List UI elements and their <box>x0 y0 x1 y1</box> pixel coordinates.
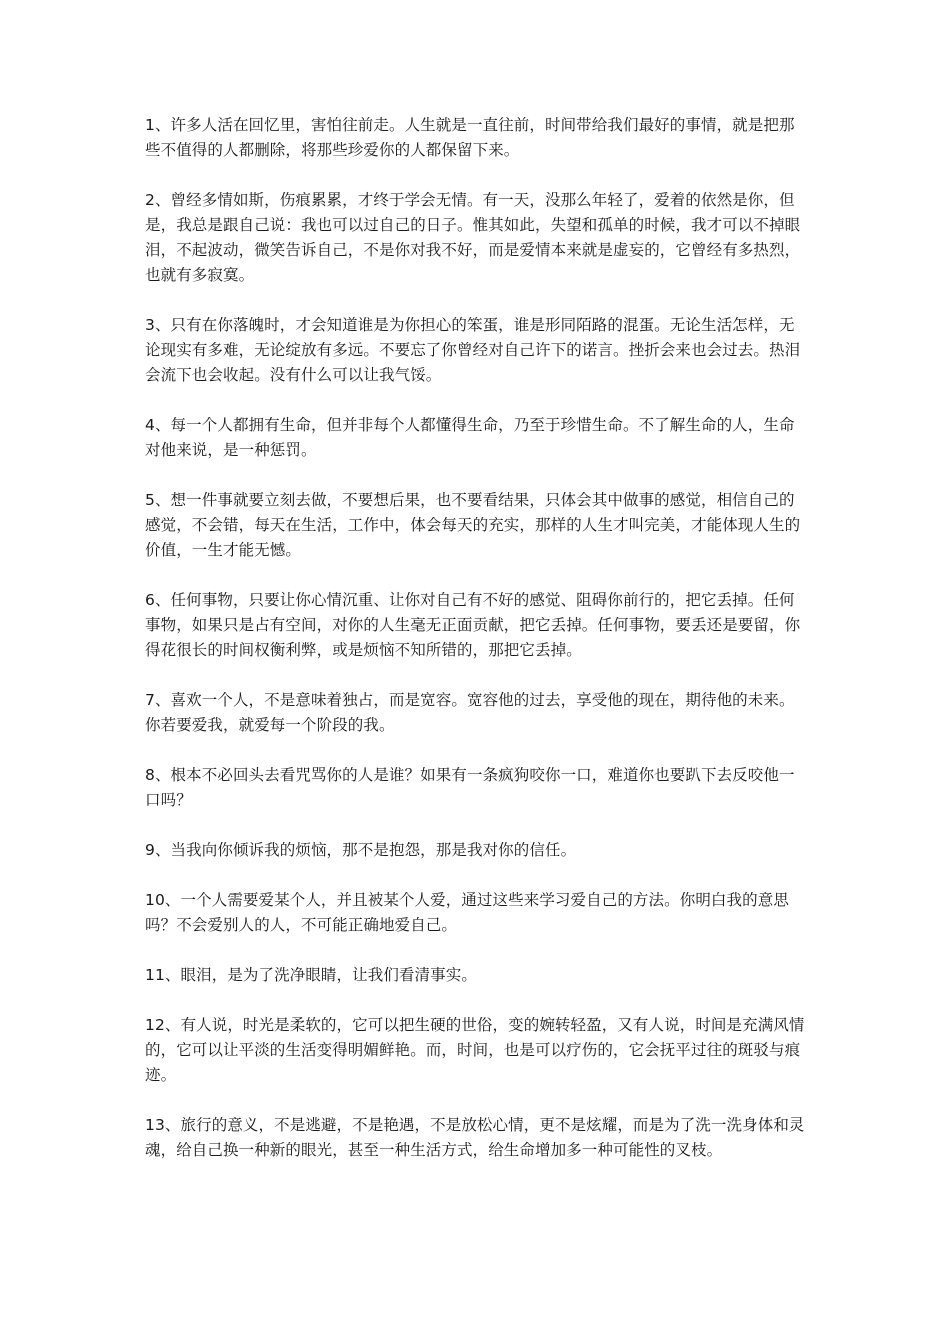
paragraph-3: 3、只有在你落魄时，才会知道谁是为你担心的笨蛋，谁是形同陌路的混蛋。无论生活怎样，无论现实有多难，无论绽放有多远。不要忘了你曾经对自己许下的诺言。挫折会来也会过去。热泪会流下也会收起。没有什么可以让我气馁。 <box>145 316 801 384</box>
paragraph-5: 5、想一件事就要立刻去做，不要想后果，也不要看结果，只体会其中做事的感觉，相信自己的感觉，不会错，每天在生活，工作中，体会每天的充实，那样的人生才叫完美，才能体现人生的价值，一生才能无憾。 <box>145 491 801 559</box>
paragraph-11: 11、眼泪，是为了洗净眼睛，让我们看清事实。 <box>145 966 477 984</box>
paragraph-2: 2、曾经多情如斯，伤痕累累，才终于学会无情。有一天，没那么年轻了，爱着的依然是你，但是，我总是跟自己说：我也可以过自己的日子。惟其如此，失望和孤单的时候，我才可以不掉眼泪，不起波动，微笑告诉自己，不是你对我不好，而是爱情本来就是虚妄的，它曾经有多热烈，也就有多寂寞。 <box>145 191 801 284</box>
paragraph-9: 9、当我向你倾诉我的烦恼，那不是抱怨，那是我对你的信任。 <box>145 841 577 859</box>
paragraph-4: 4、每一个人都拥有生命，但并非每个人都懂得生命，乃至于珍惜生命。不了解生命的人，生命对他来说，是一种惩罚。 <box>145 416 795 459</box>
paragraph-8: 8、根本不必回头去看咒骂你的人是谁？如果有一条疯狗咬你一口，难道你也要趴下去反咬他一口吗？ <box>145 766 795 809</box>
paragraph-1: 1、许多人活在回忆里，害怕往前走。人生就是一直往前，时间带给我们最好的事情，就是把那些不值得的人都删除，将那些珍爱你的人都保留下来。 <box>145 116 795 159</box>
paragraph-10: 10、一个人需要爱某个人，并且被某个人爱，通过这些来学习爱自己的方法。你明白我的意思吗？不会爱别人的人，不可能正确地爱自己。 <box>145 891 789 934</box>
paragraph-12: 12、有人说，时光是柔软的，它可以把生硬的世俗，变的婉转轻盈，又有人说，时间是充满风情的，它可以让平淡的生活变得明媚鲜艳。而，时间，也是可以疗伤的，它会抚平过往的斑驳与痕迹。 <box>145 1016 805 1084</box>
paragraph-13: 13、旅行的意义，不是逃避，不是艳遇，不是放松心情，更不是炫耀，而是为了洗一洗身体和灵魂，给自己换一种新的眼光，甚至一种生活方式，给生命增加多一种可能性的叉枝。 <box>145 1116 805 1159</box>
document-body <box>145 113 810 1188</box>
paragraph-7: 7、喜欢一个人，不是意味着独占，而是宽容。宽容他的过去，享受他的现在，期待他的未来。你若要爱我，就爱每一个阶段的我。 <box>145 691 795 734</box>
paragraph-6: 6、任何事物，只要让你心情沉重、让你对自己有不好的感觉、阻碍你前行的，把它丢掉。任何事物，如果只是占有空间，对你的人生毫无正面贡献，把它丢掉。任何事物，要丢还是要留，你得花很长的时间权衡利弊，或是烦恼不知所错的，那把它丢掉。 <box>145 591 801 659</box>
